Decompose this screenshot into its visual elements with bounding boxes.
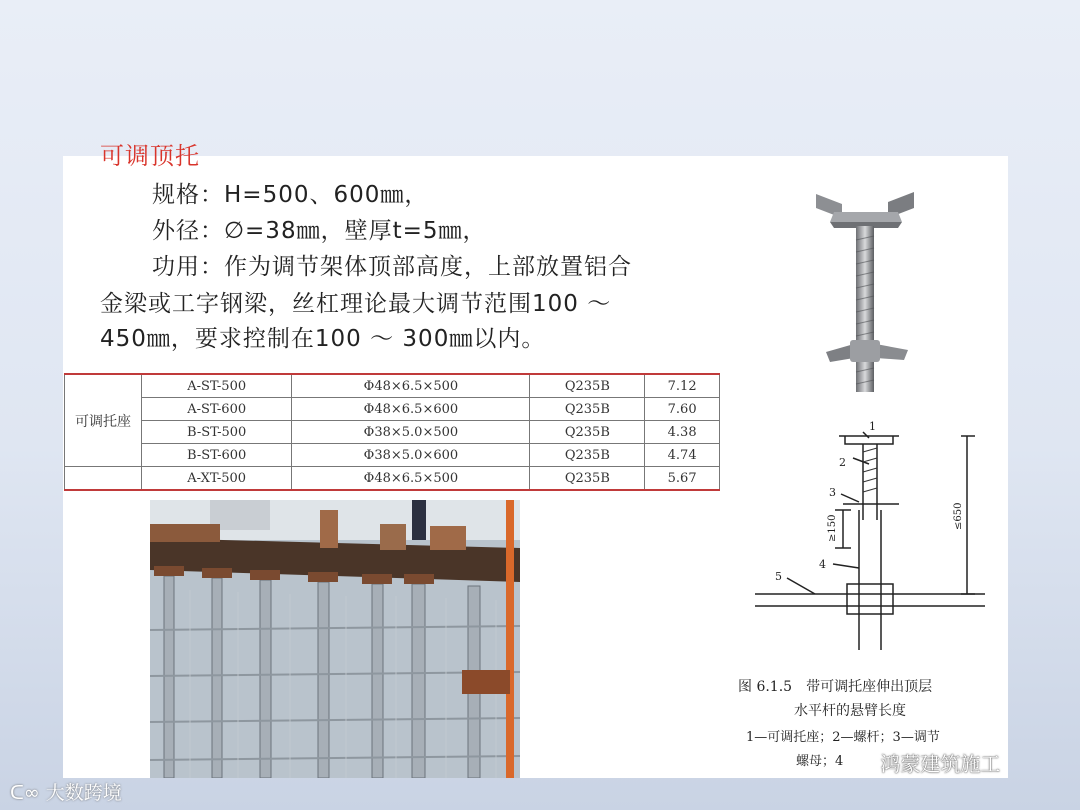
- scaffold-site-photo: [150, 500, 520, 778]
- function-line-3: 450㎜，要求控制在100 ～ 300㎜以内。: [100, 326, 546, 352]
- diagram-label-2: 2: [839, 456, 846, 469]
- diagram-caption-line-2: 水平杆的悬臂长度: [794, 703, 906, 719]
- diagram-caption-line-3: 1—可调托座；2—螺杆；3—调节: [746, 730, 940, 745]
- table-row: [65, 374, 720, 398]
- adjustable-u-head-photo: [806, 180, 926, 395]
- table-cell-code: B-ST-500: [142, 421, 292, 444]
- table-cell-size: Φ38×5.0×500: [292, 421, 530, 444]
- table-group-label: 可调托座: [65, 374, 142, 467]
- table-cell-material: Q235B: [530, 467, 645, 491]
- table-cell-weight: 7.12: [645, 374, 720, 398]
- watermark-logo-icon: ᑕ∞: [10, 782, 40, 804]
- table-cell-code: B-ST-600: [142, 444, 292, 467]
- diagram-label-5: 5: [775, 570, 782, 583]
- table-group-empty: [65, 467, 142, 491]
- table-cell-size: Φ48×6.5×500: [292, 467, 530, 491]
- watermark-right: [848, 748, 1000, 777]
- table-cell-code: A-ST-600: [142, 398, 292, 421]
- section-title: 可调顶托: [100, 142, 200, 170]
- table-cell-material: Q235B: [530, 398, 645, 421]
- table-cell-weight: 5.67: [645, 467, 720, 491]
- table-cell-material: Q235B: [530, 374, 645, 398]
- jack-extension-diagram: [735, 418, 1007, 658]
- table-row: [65, 444, 720, 467]
- function-line-2: 金梁或工字钢梁，丝杠理论最大调节范围100 ～: [100, 291, 612, 317]
- table-cell-size: Φ48×6.5×500: [292, 374, 530, 398]
- table-cell-weight: 4.38: [645, 421, 720, 444]
- diameter-line: 外径：∅=38㎜，壁厚t=5㎜，: [152, 218, 487, 244]
- watermark-right-text: 鸿蒙建筑施工: [880, 752, 1001, 776]
- table-cell-material: Q235B: [530, 421, 645, 444]
- spec-line: 规格：H=500、600㎜，: [152, 182, 429, 208]
- spec-table: [64, 373, 720, 491]
- table-cell-weight: 4.74: [645, 444, 720, 467]
- diagram-dim-150: ≥150: [827, 514, 838, 542]
- table-cell-code: A-ST-500: [142, 374, 292, 398]
- diagram-label-1: 1: [869, 420, 876, 433]
- table-cell-size: Φ38×5.0×600: [292, 444, 530, 467]
- wechat-icon: [848, 757, 870, 775]
- table-cell-size: Φ48×6.5×600: [292, 398, 530, 421]
- diagram-caption-line-4: 螺母；4: [796, 754, 844, 769]
- table-row: [65, 467, 720, 491]
- watermark-left-text: 大数跨境: [45, 782, 122, 804]
- table-cell-weight: 7.60: [645, 398, 720, 421]
- function-line-1: 功用：作为调节架体顶部高度，上部放置铝合: [152, 254, 632, 280]
- table-row: [65, 398, 720, 421]
- diagram-dim-650: ≤650: [953, 502, 964, 530]
- diagram-label-4: 4: [819, 558, 826, 571]
- watermark-left: [10, 778, 122, 805]
- table-cell-material: Q235B: [530, 444, 645, 467]
- table-row: [65, 421, 720, 444]
- table-cell-code: A-XT-500: [142, 467, 292, 491]
- diagram-caption-line-1: 图 6.1.5 带可调托座伸出顶层: [738, 679, 933, 695]
- diagram-label-3: 3: [829, 486, 836, 499]
